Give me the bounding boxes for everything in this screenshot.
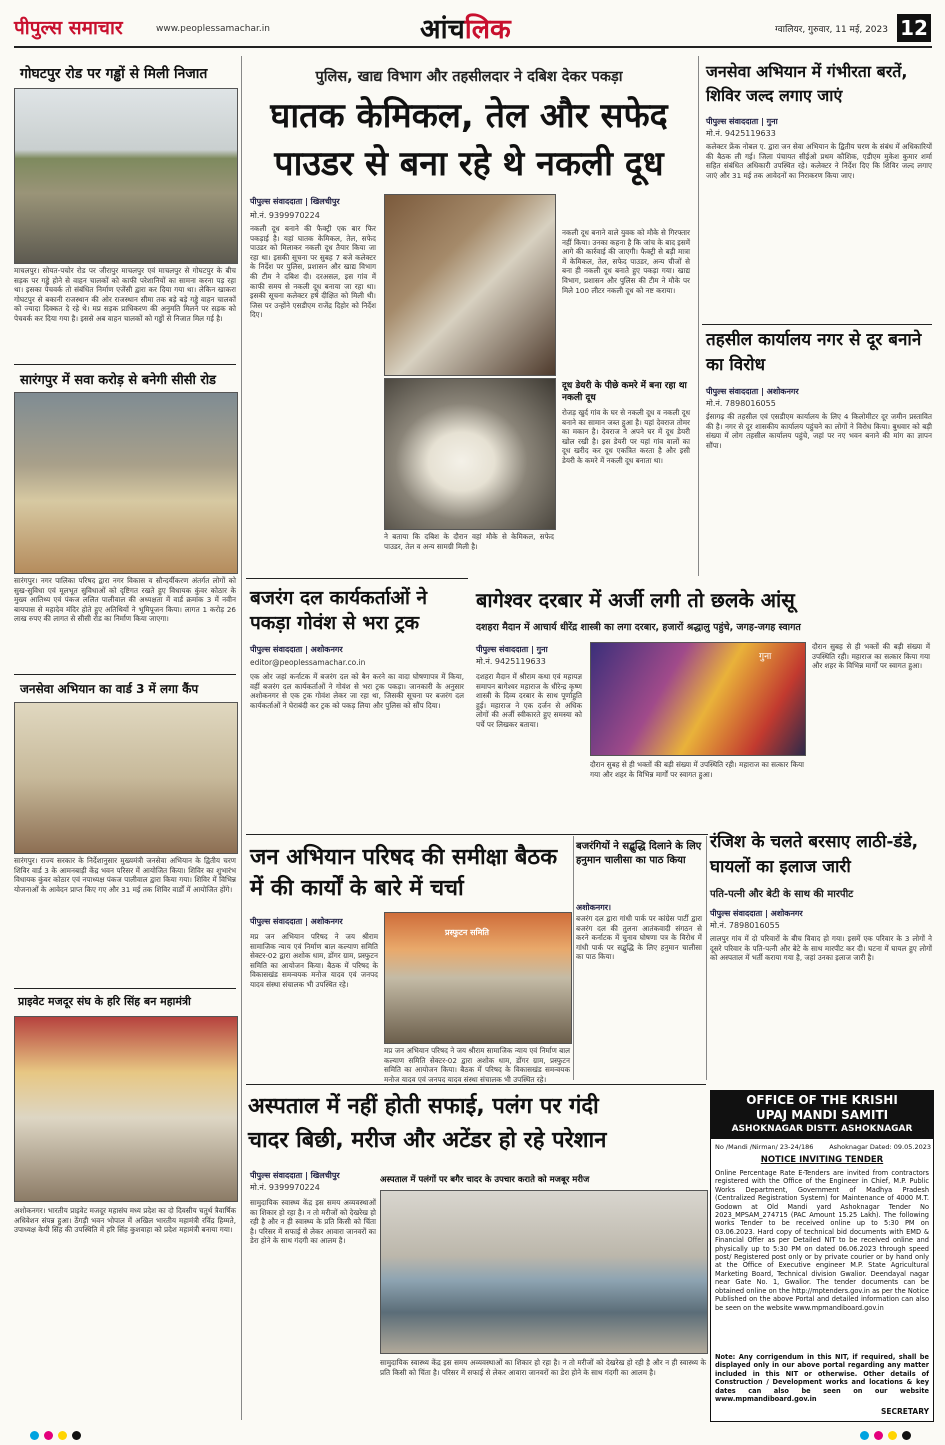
bageshwar-mobile: मो.नं. 9425119633 [476,657,546,666]
lead-body-left: नकली दूध बनाने की फैक्ट्री एक बार फिर पकड़ाई है। यहां घातक केमिकल, तेल, सफेद पाउडर को मिलाकर नकली दूध तैयार किया जा रहा था। इसकी सूचना पर सुबह 7 बजे कलेक्टर के निर्देश पर पुलिस, प्रशासन और खाद्य विभाग की टीम ने दबिश दी। दरअसल, इस गांव में काफी समय से नकली दूध बनाया जा रहा था। इसकी सूचना कलेक्टर हर्ष दीक्षित को मिली थी। जिस पर उन्होंने एसडीएम राजेंद्र दिहोर को निर्देश दिए। [250,224,376,320]
tehsil-virodh-body: ईसागढ़ की तहसील एवं एसडीएम कार्यालय के लिए 4 किलोमीटर दूर जमीन प्रस्तावित की है। नगर से दूर शासकीय कार्यालय पहुंचने का लोगों ने विरोध किया। बुधवार को बड़ी संख्या में लोग तहसील कार्यालय पहुंचे, जहां पर नए भवन बनाने की मांग का ज्ञापन सौंपा। [706,412,932,450]
ad-office-line1: OFFICE OF THE KRISHI [746,1093,898,1107]
lead-subhead-body: रोजड़ खुर्द गांव के घर से नकली दूध व नकली दूध बनाने का सामान जब्त हुआ है। यहां देवराज तोमर का मकान है। देवराज ने अपने घर में दूध डेयरी खोल रखी है। इस डेयरी पर यहां गांव वालों का दूध खरीद कर दूध एकत्रित करता है और इसी डेयरी के कमरे में नकली दूध बनाता था। [562,408,690,465]
story-mazdoor-sangh-photo [14,1016,238,1202]
ad-office-line2: UPAJ MANDI SAMITI [755,1108,889,1122]
newspaper-logo: पीपुल्स समाचार [14,17,123,39]
hospital-headline-line2: चादर बिछी, मरीज और अटेंडर हो रहे परेशान [248,1128,607,1153]
registration-dot-black [902,1431,911,1440]
jansewa-gambhirta-body: कलेक्टर फ्रेंक नोबल ए. द्वारा जन सेवा अभियान के द्वितीय चरण के संबंध में अधिकारियों की बैठक ली गई। जिला पंचायत सीईओ प्रथम कौशिक, एडीएम मुकेश कुमार शर्मा सहित संबंधित अधिकारी उपस्थित रहे। कलेक्टर ने निर्देश दिए कि शिविर जल्द लगाए जाएं और 31 मई तक आवेदनों का निराकरण किया जाए। [706,142,932,180]
hospital-headline-line1: अस्पताल में नहीं होती सफाई, पलंग पर गंदी [248,1094,599,1119]
tender-advertisement [710,1090,934,1422]
bageshwar-photo [590,642,806,756]
story-mazdoor-sangh-body: अशोकनगर। भारतीय प्राइवेट मजदूर महासंघ मध्य प्रदेश का दो दिवसीय चतुर्थ त्रैवार्षिक अधिवेशन संपन्न हुआ। ठेंगड़ी भवन भोपाल में अखिल भारतीय महामंत्री रविंद्र हिम्मते, उपाध्यक्ष केपी सिंह की उपस्थिति में हरि सिंह कुशवाहा को प्रदेश महामंत्री बनाया गया। [14,1206,236,1235]
hanuman-chalisa-byline: अशोकनगर। [576,903,612,912]
registration-dot-yellow [58,1431,67,1440]
bajrang-truck-body: एक ओर जहां कर्नाटक में बजरंग दल को बैन करने का वादा घोषणापत्र में किया, वहीं बजरंग दल कार्यकर्ताओं ने गोवंश से भरा ट्रक पकड़ा। जानकारी के अनुसार अशोकनगर से एक ट्रक गोवंश लेकर जा रहा था, जिसकी सूचना पर बजरंग दल कार्यकर्ताओं ने घेराबंदी कर ट्रक को पकड़ लिया और पुलिस को सौंप दिया। [250,672,464,710]
divider [702,324,932,325]
dateline: ग्वालियर, गुरुवार, 11 मई, 2023 [775,25,888,35]
jan-abhiyan-headline: जन अभियान परिषद की समीक्षा बैठक में की कार्यों के बारे में चर्चा [250,845,558,901]
lead-kicker: पुलिस, खाद्य विभाग और तहसीलदार ने दबिश देकर पकड़ा [315,69,623,85]
right-column [702,54,932,580]
bajrang-truck-byline: पीपुल्स संवाददाता | अशोकनगर [250,645,343,654]
hospital-body-continued: सामुदायिक स्वास्थ्य केंद्र इस समय अव्यवस्थाओं का शिकार हो रहा है। न तो मरीजों को देखरेख हो रही है और न ही स्वास्थ्य के प्रति किसी को चिंता है। परिसर में सफाई से लेकर आवारा जानवरों का डेरा होने के साथ गंदगी का आलम है। [380,1358,706,1377]
jan-abhiyan-story [246,836,570,1084]
lead-body-right: नकली दूध बनाने वाले युवक को मौके से गिरफ्तार नहीं किया। उनका कहना है कि जांच के बाद इसमें आगे की कार्रवाई की जाएगी। फैक्ट्री से बड़ी मात्रा में केमिकल, तेल, सफेद पाउडर, अन्य चीजों से बना ही नकली दूध बनाते हुए पकड़ा गया। खाद्य विभाग, प्रशासन और पुलिस की टीम ने मौके पर मिले 100 लीटर नकली दूध को नष्ट कराया। [562,228,690,295]
ad-notice-body: Online Percentage Rate E-Tenders are invited from contractors registered with the Office of the Engineer in Chief, M.P. Public Works Department, Government of Madhya Pradesh (Centralized Registration System) for Maintenance of 4000 M.T. Godown at Old Mandi yard Ashoknagar Tender No 2023_MPSAM_274715 (PAC Amount 15.25 Lakh). The following works Tender to be received online up to 5:30 PM on 03.06.2023. Hard copy of technical bid documents with EMD & Financial Offer as per Detailed NIT to be received online and physically up to 5:30 PM on dated 06.06.2023 through speed post/ Registered post only or by private courier or by hand only at the Office of Executive engineer M.P. State Agricultural Marketing Board, Technical division Gwalior. Deendayal nagar near Gate No. 1, Gwalior. The tender documents can be obtained online on the http://mptenders.gov.in as per the Notice Published on the above Portal and detailed information can also be seen on the website www.mpmandiboard.gov.in [715,1169,929,1312]
registration-dot-magenta [874,1431,883,1440]
ad-note: Note: Any corrigendum in this NIT, if required, shall be displayed only in our above portal regarding any matter included in this NIT or otherwise. Other details of Construction / Development works and locations & key dates can also be seen on our website www.mpmandiboard.gov.in [715,1353,929,1404]
section-title-suffix: लिक [464,14,511,45]
lead-mobile: मो.नं. 9399970224 [250,211,320,220]
lead-byline: पीपुल्स संवाददाता | खिलचीपुर [250,197,340,206]
lead-subhead: दूध डेयरी के पीछे कमरे में बना रहा था नकली दूध [562,381,687,403]
story-gogtpur-headline: गोघटपुर रोड पर गड्ढों से मिली निजात [20,66,208,82]
ranjish-mobile: मो.नं. 7898016055 [710,921,780,930]
lead-photo-bowl [384,378,556,530]
divider [246,578,468,579]
masthead-rule [14,46,932,48]
story-cc-road-body: सारंगपुर। नगर पालिका परिषद द्वारा नगर विकास व सौन्दर्यीकरण अंतर्गत लोगों को सुख-सुविधा एवं मूलभूत सुविधाओं को दृष्टिगत रखते हुए विधायक कुंवर कोठार के मुख्य आतिथ्य एवं पंकज ललित पालीवाल की अध्यक्षता में वार्ड क्रमांक 3 में नवीन बायपास से महादेव मंदिर होते हुए अतिथियों ने भूमिपूजन किया। लागत 1 करोड़ 26 लाख रुपए की लागत से सीसी रोड का निर्माण किया जाएगा। [14,576,236,624]
column-rule [241,56,242,1420]
bageshwar-photo-label: गुना [759,652,772,662]
registration-dot-yellow [888,1431,897,1440]
story-cc-road-photo [14,392,238,574]
bageshwar-story [472,580,932,830]
tehsil-virodh-headline: तहसील कार्यालय नगर से दूर बनाने का विरोध [706,330,922,375]
jan-abhiyan-body: मप्र जन अभियान परिषद ने जय श्रीराम सामाजिक न्याय एवं निर्माण बाल कल्याण समिति सेक्टर-02 द्वारा अशोक धाम, डोंगर ग्राम, प्रस्फुटन समिति का आयोजन किया। बैठक में परिषद के विकासखंड समन्वयक मनोज यादव एवं जनपद यादव संस्था संचालक भी उपस्थित रहे। [250,932,378,989]
column-rule [706,836,707,1080]
jan-abhiyan-photo [384,912,572,1044]
divider [246,834,708,835]
website-url[interactable]: www.peoplessamachar.in [156,24,270,34]
tehsil-virodh-mobile: मो.नं. 7898016055 [706,399,776,408]
lead-photo-caption: ने बताया कि दबिश के दौरान वहां मौके से केमिकल, सफेद पाउडर, तेल व अन्य सामग्री मिली है। [384,532,554,551]
section-title-prefix: आंच [420,14,465,45]
tehsil-virodh-byline: पीपुल्स संवाददाता | अशोकनगर [706,387,799,396]
hospital-mobile: मो.नं. 9399970224 [250,1183,320,1192]
registration-dot-magenta [44,1431,53,1440]
bageshwar-body: दशहरा मैदान में श्रीराम कथा एवं महायज्ञ समापन बागेश्वर महाराज के धीरेन्द्र कृष्ण शास्त्री के दिव्य दरबार के साथ पूर्णाहुति हुई। महाराज ने एक दर्जन से अधिक लोगों की अर्जी स्वीकारते हुए समस्या को पर्चे पर लिखकर बताया। [476,672,582,729]
bageshwar-body-right: दौरान सुबह से ही भक्तों की बड़ी संख्या में उपस्थिति रही। महाराज का सत्कार किया गया और शहर के विभिन्न मार्गों पर स्वागत हुआ। [812,642,930,671]
jan-abhiyan-banner: प्रस्फुटन समिति [445,928,489,937]
ranjish-body: लालपुर गांव में दो परिवारों के बीच विवाद हो गया। इसमें एक परिवार के 3 लोगों ने दूसरे परिवार के पति-पत्नी और बेटे के साथ मारपीट कर दी। घटना में घायल हुए लोगों को अस्पताल में भर्ती कराया गया है, जहां उनका इलाज जारी है। [710,934,932,963]
column-rule [698,56,699,576]
registration-dot-black [72,1431,81,1440]
hanuman-chalisa-body: बजरंग दल द्वारा गांधी पार्क पर कांग्रेस पार्टी द्वारा बजरंग दल की तुलना आतंकवादी संगठन से करने कर्नाटक में चुनाव घोषणा पत्र के विरोध में गांधी पार्क पर सद्बुद्धि के लिए हनुमान चालीसा का पाठ किया। [576,914,702,962]
ranjish-subhead: पति-पत्नी और बेटी के साथ की मारपीट [710,889,854,900]
hospital-body: सामुदायिक स्वास्थ्य केंद्र इस समय अव्यवस्थाओं का शिकार हो रहा है। न तो मरीजों को देखरेख हो रही है और न ही स्वास्थ्य के प्रति किसी को चिंता है। परिसर में सफाई से लेकर आवारा जानवरों का डेरा होने के साथ गंदगी का आलम है। [250,1198,376,1246]
hospital-photo-caption: अस्पताल में पलंगों पर बगैर चादर के उपचार कराते को मजबूर मरीज [380,1175,590,1185]
ad-notice-title: NOTICE INVITING TENDER [760,1155,884,1165]
ad-reference-no: No /Mandi /Nirman/ 23-24/186 [715,1143,814,1151]
jansewa-gambhirta-headline: जनसेवा अभियान में गंभीरता बरतें, शिविर जल्द लगाए जाएं [706,62,908,105]
hospital-byline: पीपुल्स संवाददाता | खिलचीपुर [250,1171,340,1180]
ad-office-line3: ASHOKNAGAR DISTT. ASHOKNAGAR [731,1124,913,1134]
jansewa-gambhirta-mobile: मो.नं. 9425119633 [706,129,776,138]
hospital-photo [380,1190,708,1354]
registration-dot-cyan [30,1431,39,1440]
story-gogtpur-photo [14,88,238,264]
bageshwar-subhead: दशहरा मैदान में आचार्य धीरेंद्र शास्त्री का लगा दरबार, हजारों श्रद्धालु पहुंचे, जगह-जगह स्वागत [476,622,801,633]
divider [14,988,236,989]
divider [14,674,236,675]
story-jansewa-camp-body: सारंगपुर। राज्य सरकार के निर्देशानुसार मुख्यमंत्री जनसेवा अभियान के द्वितीय चरण शिविर वार्ड 3 के आमनबाड़ी केंद्र भवन परिसर में आयोजित किया। शिविर का शुभारंभ विधायक कुंवर कोठार एवं नपाध्यक्ष पंकज पालीवाल द्वारा किया गया। शिविर में विभिन्न योजनाओं के आवेदन प्राप्त किए गए और 31 मई तक शिविर वार्डों में आयोजित होंगे। [14,856,236,894]
masthead [0,0,945,52]
story-jansewa-camp-photo [14,702,238,854]
ranjish-headline: रंजिश के चलते बरसाए लाठी-डंडे, घायलों का इलाज जारी [710,832,919,877]
hanuman-chalisa-headline: बजरंगियों ने सद्बुद्धि दिलाने के लिए हनुमान चालीसा का पाठ किया [576,841,702,866]
left-column [14,54,236,1424]
section-title [420,9,550,43]
jan-abhiyan-byline: पीपुल्स संवाददाता | अशोकनगर [250,917,343,926]
lead-story [246,54,692,574]
page-number: 12 [897,14,931,42]
ad-signature: SECRETARY [880,1407,929,1416]
story-gogtpur-body: माचलपुर। सोयत-पचोर रोड पर जीरापुर माचलपुर एवं माचलपुर से गोघटपुर के बीच सड़क पर गड्ढे होने से वाहन चालकों को काफी परेशानियों का सामना करना पड़ रहा था। इसका पेचवर्क तो संबंधित निर्माण एजेंसी द्वारा कर दिया गया था। लेकिन खाकरा गोघटपुर से बकानी राजस्थान की ओर राजस्थान सीमा तक बड़े बड़े गड्ढे वाहन चालकों को ज्यादा दिक्कत दे रहे थे। मप्र सड़क प्राधिकरण की अनुमति मिलने पर सड़क को पेचवर्क कर दिया गया है। इससे अब वाहन चालकों को गड्ढों से निजात मिल गई है। [14,266,236,323]
story-jansewa-camp-headline: जनसेवा अभियान का वार्ड 3 में लगा कैंप [20,682,199,696]
jansewa-gambhirta-byline: पीपुल्स संवाददाता | गुना [706,117,778,126]
hospital-story [246,1086,706,1426]
lead-headline-line1: घातक केमिकल, तेल और सफेद [270,96,668,136]
bajrang-truck-headline: बजरंग दल कार्यकर्ताओं ने पकड़ा गोवंश से भरा ट्रक [250,587,428,634]
story-mazdoor-sangh-headline: प्राइवेट मजदूर संघ के हरि सिंह बन महामंत्री [18,995,191,1008]
bageshwar-body-continued: दौरान सुबह से ही भक्तों की बड़ी संख्या में उपस्थिति रही। महाराज का सत्कार किया गया और शहर के विभिन्न मार्गों पर स्वागत हुआ। [590,760,804,779]
bageshwar-headline: बागेश्वर दरबार में अर्जी लगी तो छलके आंसू [476,588,795,612]
ranjish-byline: पीपुल्स संवाददाता | अशोकनगर [710,909,803,918]
hanuman-chalisa-story [576,836,702,1080]
ranjish-story [710,826,932,1086]
story-cc-road-headline: सारंगपुर में सवा करोड़ से बनेगी सीसी रोड [20,373,217,388]
print-registration-strip [0,1430,945,1442]
lead-photo-top [384,194,556,376]
divider [14,364,236,365]
column-rule [573,836,574,1080]
ad-reference-date: Ashoknagar Dated: 09.05.2023 [829,1143,931,1151]
jan-abhiyan-caption: मप्र जन अभियान परिषद ने जय श्रीराम सामाजिक न्याय एवं निर्माण बाल कल्याण समिति सेक्टर-02 द्वारा अशोक धाम, डोंगर ग्राम, प्रस्फुटन समिति का आयोजन किया। बैठक में परिषद के विकासखंड समन्वयक मनोज यादव एवं जनपद यादव संस्था संचालक भी उपस्थित रहे। [384,1046,570,1084]
divider [246,1084,706,1085]
bajrang-truck-email[interactable]: editor@peoplessamachar.co.in [250,658,366,667]
bajrang-truck-story [246,580,468,830]
registration-dot-cyan [860,1431,869,1440]
lead-headline-line2: पाउडर से बना रहे थे नकली दूध [274,144,664,184]
bageshwar-byline: पीपुल्स संवाददाता | गुना [476,645,548,654]
ad-office-header [711,1091,933,1139]
